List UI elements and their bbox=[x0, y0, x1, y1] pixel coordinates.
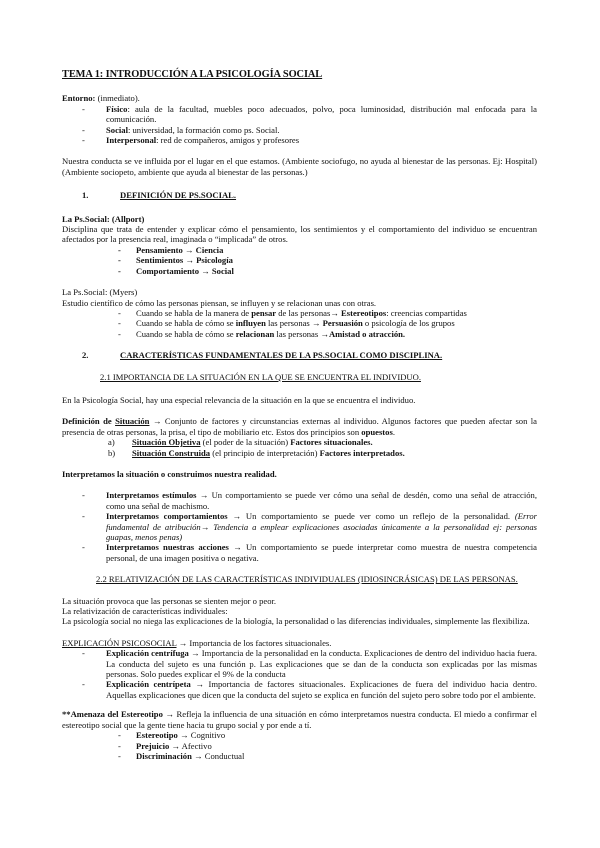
subsection-heading-2-1: 2.1 IMPORTANCIA DE LA SITUACIÓN EN LA QUE SE ENCUENTRA EL INDIVIDUO. bbox=[100, 371, 421, 382]
entorno-label: Entorno: bbox=[62, 93, 96, 104]
situacion-intro: En la Psicología Social, hay una especial relevancia de la situación en la que se encuentra el individuo. bbox=[62, 394, 416, 405]
section-heading-2: 2. CARACTERÍSTICAS FUNDAMENTALES DE LA PS.SOCIAL COMO DISCIPLINA. bbox=[82, 350, 443, 361]
list-item: - Explicación centrípeta → Importancia de factores situacionales. Explicaciones de fuera del individuo hacia dentro. Aquellas explicaciones que dicen que la conducta del sujeto se explica en función del sujeto pero sobre todo por el ambiente. bbox=[82, 679, 537, 700]
list-item: - Discriminación → Conductual bbox=[118, 750, 245, 761]
myers-heading: La Ps.Social: (Myers) bbox=[62, 287, 138, 298]
relativizacion-line: La situación provoca que las personas se sienten mejor o peor. bbox=[62, 595, 277, 606]
list-item: - Pensamiento → Ciencia bbox=[118, 244, 224, 255]
list-item: - Sentimientos → Psicología bbox=[118, 255, 233, 266]
list-item: b) Situación Construida (el principio de interpretación) Factores interpretados. bbox=[108, 447, 405, 458]
allport-definition: Disciplina que trata de entender y explicar cómo el pensamiento, los sentimientos y el comportamiento del individuo se encuentran afectados por la presencia real, imaginada o “implicada” de otros. bbox=[62, 224, 537, 245]
list-item: - Estereotipo → Cognitivo bbox=[118, 730, 226, 741]
entorno-heading bbox=[62, 93, 537, 103]
explicacion-heading: EXPLICACIÓN PSICOSOCIAL → Importancia de los factores situacionales. bbox=[62, 637, 332, 648]
section-heading-1: 1. DEFINICIÓN DE PS.SOCIAL. bbox=[82, 190, 237, 201]
list-item: - Interpersonal: red de compañeros, amigos y profesores bbox=[82, 135, 300, 146]
conducta-paragraph: Nuestra conducta se ve influida por el lugar en el que estamos. (Ambiente sociofugo, no ayuda al bienestar de las personas. Ej: Hospital) (Ambiente sociopeto, ambiente que ayuda al bienestar de las personas.) bbox=[62, 156, 537, 177]
list-item: - Prejuicio → Afectivo bbox=[118, 740, 212, 751]
relativizacion-line: La psicología social no niega las explicaciones de la biología, la personalidad o las diferencias individuales, simplemente las flexibiliza. bbox=[62, 616, 530, 627]
situacion-definition: Definición de Situación → Conjunto de factores y circunstancias externas al individuo. Algunos factores que pueden afectar son la presencia de otras personas, la prisa, el tipo de mobiliario etc. Estos dos principios son opuestos. bbox=[62, 416, 537, 437]
list-item: - Comportamiento → Social bbox=[118, 265, 234, 276]
list-item: - Cuando se habla de la manera de pensar de las personas→ Estereotipos: creencias compartidas bbox=[118, 307, 467, 318]
list-item: a) Situación Objetiva (el poder de la situación) Factores situacionales. bbox=[108, 437, 373, 448]
list-item: - Cuando se habla de cómo se influyen las personas → Persuasión o psicología de los grupos bbox=[118, 318, 455, 329]
interpretamos-heading: Interpretamos la situación o construimos nuestra realidad. bbox=[62, 468, 277, 479]
list-item: - Interpretamos estímulos → Un comportamiento se puede ver cómo una señal de desdén, como una señal de atracción, como una señal de machismo. bbox=[82, 490, 537, 511]
list-item: - Social: universidad, la formación como ps. Social. bbox=[82, 124, 280, 135]
list-item: - Explicación centrífuga → Importancia de la personalidad en la conducta. Explicaciones de dentro del individuo hacia fuera. La conducta del sujeto es una función p. Las explicaciones que se dan de la conducta son explicadas por las mismas personas. Solo puedes explicar el 9% de la conducta bbox=[82, 648, 537, 680]
allport-heading: La Ps.Social: (Allport) bbox=[62, 213, 145, 224]
subsection-heading-2-2: 2.2 RELATIVIZACIÓN DE LAS CARACTERÍSTICAS INDIVIDUALES (IDIOSINCRÁSICAS) DE LAS PERSONAS. bbox=[96, 574, 518, 585]
list-item: - Interpretamos nuestras acciones → Un comportamiento se puede interpretar como muestra de nuestra competencia personal, de una imagen positiva o negativa. bbox=[82, 542, 537, 563]
myers-definition: Estudio científico de cómo las personas piensan, se influyen y se relacionan unas con otras. bbox=[62, 297, 377, 308]
list-item: - Interpretamos comportamientos → Un comportamiento se puede ver como un reflejo de la personalidad. (Error fundamental de atribución→ Tendencia a emplear explicaciones asociadas únicamente a la personalidad ej: personas guapas, menos penas) bbox=[82, 511, 537, 542]
entorno-note: (inmediato). bbox=[95, 93, 140, 104]
list-item: - Cuando se habla de cómo se relacionan las personas →Amistad o atracción. bbox=[118, 328, 406, 339]
amenaza-paragraph: **Amenaza del Estereotipo → Refleja la influencia de una situación en cómo interpretamos nuestra conducta. El miedo a confirmar el estereotipo social que la gente tiene hacia tu grupo social y por ende a tí. bbox=[62, 709, 537, 730]
document-title: TEMA 1: INTRODUCCIÓN A LA PSICOLOGÍA SOCIAL bbox=[62, 69, 323, 80]
list-item: - Físico: aula de la facultad, muebles poco adecuados, polvo, poca luminosidad, distribución mal enfocada para la comunicación. bbox=[82, 103, 537, 125]
document-page bbox=[62, 70, 537, 761]
relativizacion-line: La relativización de características individuales: bbox=[62, 606, 228, 617]
